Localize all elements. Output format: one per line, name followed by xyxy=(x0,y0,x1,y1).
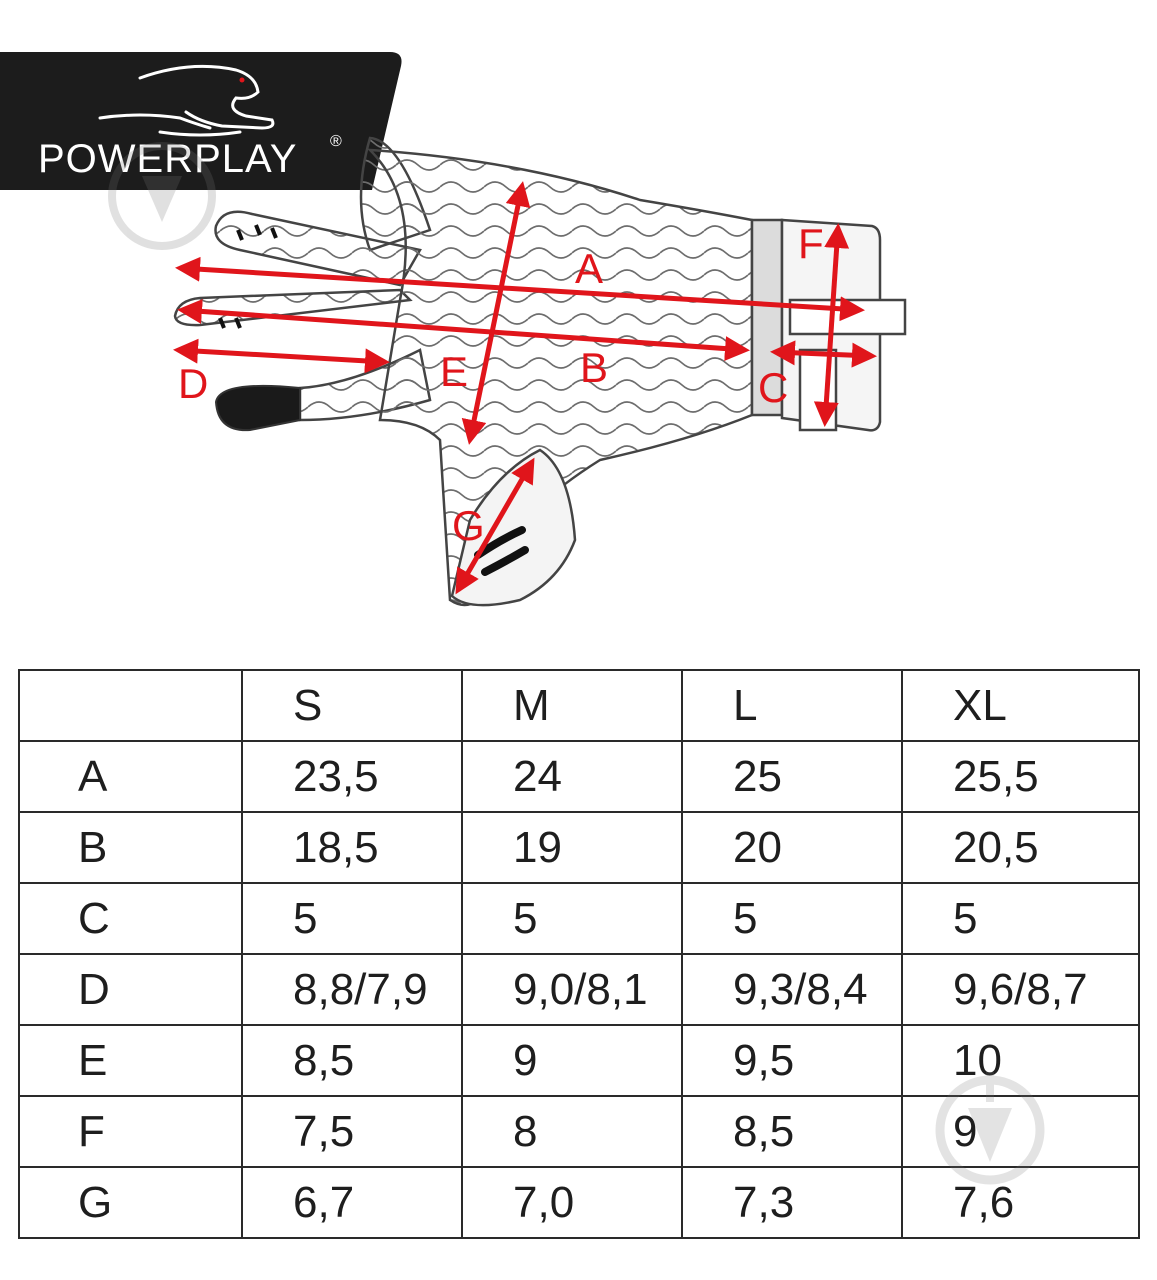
table-cell: 9 xyxy=(902,1096,1139,1167)
table-cell: 18,5 xyxy=(242,812,462,883)
table-cell: 8,5 xyxy=(242,1025,462,1096)
table-header-cell: S xyxy=(242,670,462,741)
row-label-cell: D xyxy=(19,954,242,1025)
label-d: D xyxy=(178,360,209,407)
arrow-d xyxy=(178,350,385,362)
table-cell: 8,8/7,9 xyxy=(242,954,462,1025)
table-header-cell xyxy=(19,670,242,741)
table-header-row xyxy=(19,670,1139,741)
label-c: C xyxy=(758,364,789,411)
table-cell: 24 xyxy=(462,741,682,812)
table-cell: 5 xyxy=(462,883,682,954)
registered-mark: ® xyxy=(330,133,342,150)
table-cell: 9,6/8,7 xyxy=(902,954,1139,1025)
label-a: A xyxy=(575,245,604,292)
table-cell: 8 xyxy=(462,1096,682,1167)
table-cell: 9,5 xyxy=(682,1025,902,1096)
table-cell: 7,5 xyxy=(242,1096,462,1167)
table-cell: 23,5 xyxy=(242,741,462,812)
table-cell: 8,5 xyxy=(682,1096,902,1167)
table-row xyxy=(19,883,1139,954)
table-row xyxy=(19,741,1139,812)
row-label-cell: A xyxy=(19,741,242,812)
table-cell: 6,7 xyxy=(242,1167,462,1238)
table-cell: 19 xyxy=(462,812,682,883)
table-cell: 7,0 xyxy=(462,1167,682,1238)
table-row xyxy=(19,812,1139,883)
table-cell: 5 xyxy=(242,883,462,954)
table-header-cell: M xyxy=(462,670,682,741)
table-cell: 25 xyxy=(682,741,902,812)
table-cell: 20,5 xyxy=(902,812,1139,883)
row-label-cell: G xyxy=(19,1167,242,1238)
label-g: G xyxy=(452,502,485,549)
table-cell: 9 xyxy=(462,1025,682,1096)
table-cell: 5 xyxy=(682,883,902,954)
label-b: B xyxy=(580,344,609,391)
table-cell: 5 xyxy=(902,883,1139,954)
row-label-cell: C xyxy=(19,883,242,954)
label-f: F xyxy=(798,220,824,267)
table-cell: 20 xyxy=(682,812,902,883)
glove-illustration xyxy=(175,138,905,605)
row-label-cell: B xyxy=(19,812,242,883)
label-e: E xyxy=(440,348,469,395)
table-header-cell: XL xyxy=(902,670,1139,741)
table-header-cell: L xyxy=(682,670,902,741)
watermark-icon xyxy=(930,1062,1050,1192)
brand-name: POWERPLAY xyxy=(38,137,298,181)
row-label-cell: E xyxy=(19,1025,242,1096)
table-cell: 7,3 xyxy=(682,1167,902,1238)
row-label-cell: F xyxy=(19,1096,242,1167)
table-cell: 25,5 xyxy=(902,741,1139,812)
table-cell: 9,3/8,4 xyxy=(682,954,902,1025)
table-cell: 9,0/8,1 xyxy=(462,954,682,1025)
table-cell: 7,6 xyxy=(902,1167,1139,1238)
table-row xyxy=(19,954,1139,1025)
table-cell: 10 xyxy=(902,1025,1139,1096)
